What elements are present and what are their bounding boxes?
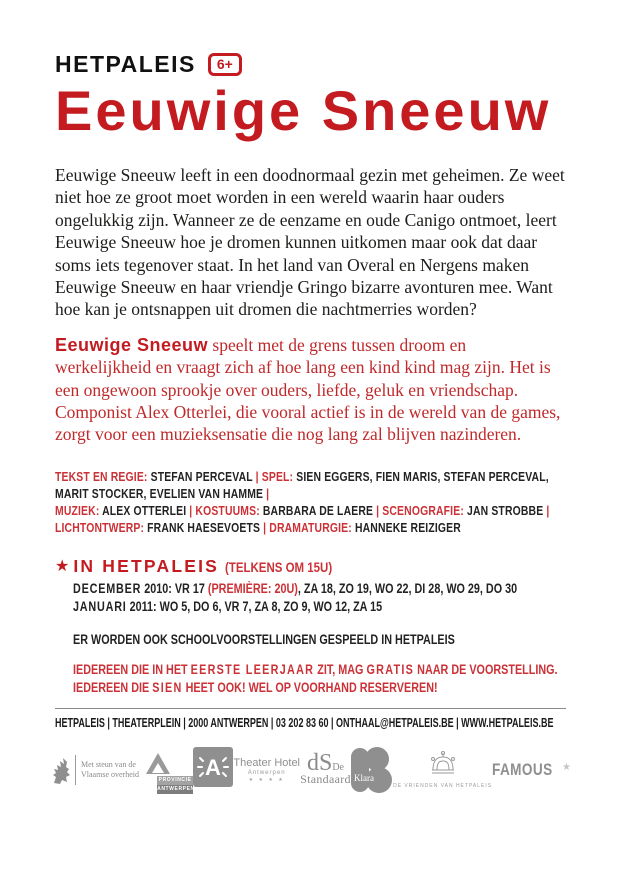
credit-line [55, 485, 566, 502]
footer-divider [55, 708, 566, 709]
description-text: speelt met de grens tussen droom en werkelijkheid en vraagt zich af hoe lang een kind kind mag zijn. Het is een ongewoon sprookje over ouders, liefde, geluk en vriendschap. Componist Alex Otterlei, die vooral actief is in de wereld van de games, zorgt voor een muzieksensatie die nog lang zal blijven nazinderen. [55, 334, 561, 445]
schedule-row-december [73, 580, 566, 598]
credit-label: TEKST EN REGIE: [55, 468, 148, 484]
age-badge: 6+ [208, 53, 242, 76]
sponsor-label: Antwerpen [247, 769, 286, 776]
promo-note [73, 661, 566, 697]
sponsor-label: Standaard [300, 772, 351, 787]
promo-highlight: EERSTE LEERJAAR [190, 661, 315, 677]
crown-icon [424, 750, 462, 776]
credit-value: BARBARA DE LAERE [259, 502, 377, 518]
school-performances-note: ER WORDEN OOK SCHOOLVOORSTELLINGEN GESPEELD IN HETPALEIS [73, 631, 455, 647]
credit-label: | SPEL: [255, 468, 294, 484]
sponsor-klara [351, 748, 393, 792]
promo-text: ZIT, MAG [314, 661, 367, 677]
show-title: Eeuwige Sneeuw [55, 79, 552, 142]
sponsor-label: FAMOUS [492, 759, 553, 779]
sponsor-label: ANTWERPEN [157, 786, 195, 793]
credit-separator: | [266, 485, 270, 501]
sponsor-label: Klara [353, 772, 374, 783]
promo-text: NAAR DE VOORSTELLING. IEDEREEN DIE [73, 661, 558, 695]
credits-block [55, 468, 566, 536]
sponsor-label: De [332, 762, 344, 774]
sponsor-logos [48, 746, 571, 794]
dates-text: 2010: VR 17 [141, 580, 208, 596]
credit-label: | DRAMATURGIE: [263, 519, 352, 535]
credit-value: STEFAN PERCEVAL [147, 468, 256, 484]
schedule-dates [73, 580, 566, 616]
credit-value: MARIT STOCKER, EVELIEN VAN HAMME [55, 485, 267, 501]
credit-line [55, 468, 566, 485]
description-paragraph [55, 334, 566, 446]
sponsor-provincie-antwerpen [139, 746, 193, 794]
credit-value: HANNEKE REIZIGER [351, 519, 461, 535]
schedule-title: IN HETPALEIS [73, 555, 220, 576]
promo-highlight: SIEN [152, 679, 183, 695]
flemish-lion-icon [48, 755, 72, 785]
credit-value: JAN STROBBE [463, 502, 547, 518]
premiere-note: (PREMIÈRE: 20U) [207, 580, 298, 596]
promo-text: HEET OOK! WEL OP VOORHAND RESERVEREN! [182, 679, 438, 695]
credit-value: SIEN EGGERS, FIEN MARIS, STEFAN PERCEVAL, [293, 468, 549, 484]
sponsor-label: Met steun van de [81, 759, 136, 769]
credit-label: | SCENOGRAFIE: [376, 502, 464, 518]
description-lead: Eeuwige Sneeuw [55, 334, 209, 355]
brand-logo: HETPALEIS [55, 50, 196, 77]
sponsor-de-standaard [300, 752, 351, 787]
sponsor-vlaamse-overheid [48, 755, 139, 785]
promo-text: IEDEREEN DIE IN HET [73, 661, 191, 677]
credit-line [55, 519, 566, 536]
sponsor-label: Theater Hotel [233, 756, 301, 769]
famous-star-icon: ★ [561, 761, 571, 773]
schedule-time-note: (TELKENS OM 15U) [225, 558, 333, 575]
credit-label: LICHTONTWERP: [55, 519, 145, 535]
dates-text: 2011: WO 5, DO 6, VR 7, ZA 8, ZO 9, WO 12, ZA 15 [126, 598, 383, 614]
credit-value: FRANK HAESEVOETS [144, 519, 264, 535]
dates-text: , ZA 18, ZO 19, WO 22, DI 28, WO 29, DO 30 [297, 580, 518, 596]
month-label: DECEMBER [73, 580, 142, 596]
antwerp-a-icon [193, 747, 233, 787]
credit-separator: | [546, 502, 550, 518]
sponsor-label: Vlaamse overheid [81, 769, 139, 779]
month-label: JANUARI [73, 598, 127, 614]
divider-bar [75, 755, 76, 785]
sponsor-theater-hotel [233, 757, 300, 783]
header [55, 50, 566, 78]
schedule-heading [55, 556, 566, 577]
contact-line: HETPALEIS | THEATERPLEIN | 2000 ANTWERPEN | 03 202 83 60 | ONTHAAL@HETPALEIS.BE | WWW.HETPALEIS.BE [55, 715, 554, 730]
sponsor-label: dS [306, 750, 333, 777]
schedule-row-januari [73, 598, 566, 616]
credit-value: ALEX OTTERLEI [99, 502, 190, 518]
sponsor-famous [492, 760, 571, 780]
sponsor-label: PROVINCIE [158, 777, 192, 784]
credit-label: MUZIEK: [55, 502, 100, 518]
credit-line [55, 502, 566, 519]
intro-paragraph: Eeuwige Sneeuw leeft in een doodnormaal gezin met geheimen. Ze weet niet hoe ze groot moet worden in een wereld waarin haar ouders ongelukkig zijn. Wanneer ze de eenzame en oude Canigo ontmoet, leert Eeuwige Sneeuw hoe je dromen kunnen uitkomen maar ook dat daar soms iets tegenover staat. In het land van Overal en Nergens maken Eeuwige Sneeuw en haar vriendje Gringo bizarre avonturen mee. Want hoe kan je ontsnappen uit dromen die nachtmerries worden? [55, 165, 565, 320]
sponsor-label: DE VRIENDEN VAN HETPALEIS [393, 783, 493, 790]
credit-label: | KOSTUUMS: [189, 502, 260, 518]
star-icon: ★ [55, 557, 70, 575]
antwerp-a-letter: A [205, 755, 222, 781]
sponsor-vrienden-van-hetpaleis [393, 750, 492, 789]
promo-highlight: GRATIS [366, 661, 415, 677]
sponsor-stad-antwerpen [193, 747, 233, 792]
hotel-stars-icon: ★ ★ ★ ★ [248, 776, 285, 783]
